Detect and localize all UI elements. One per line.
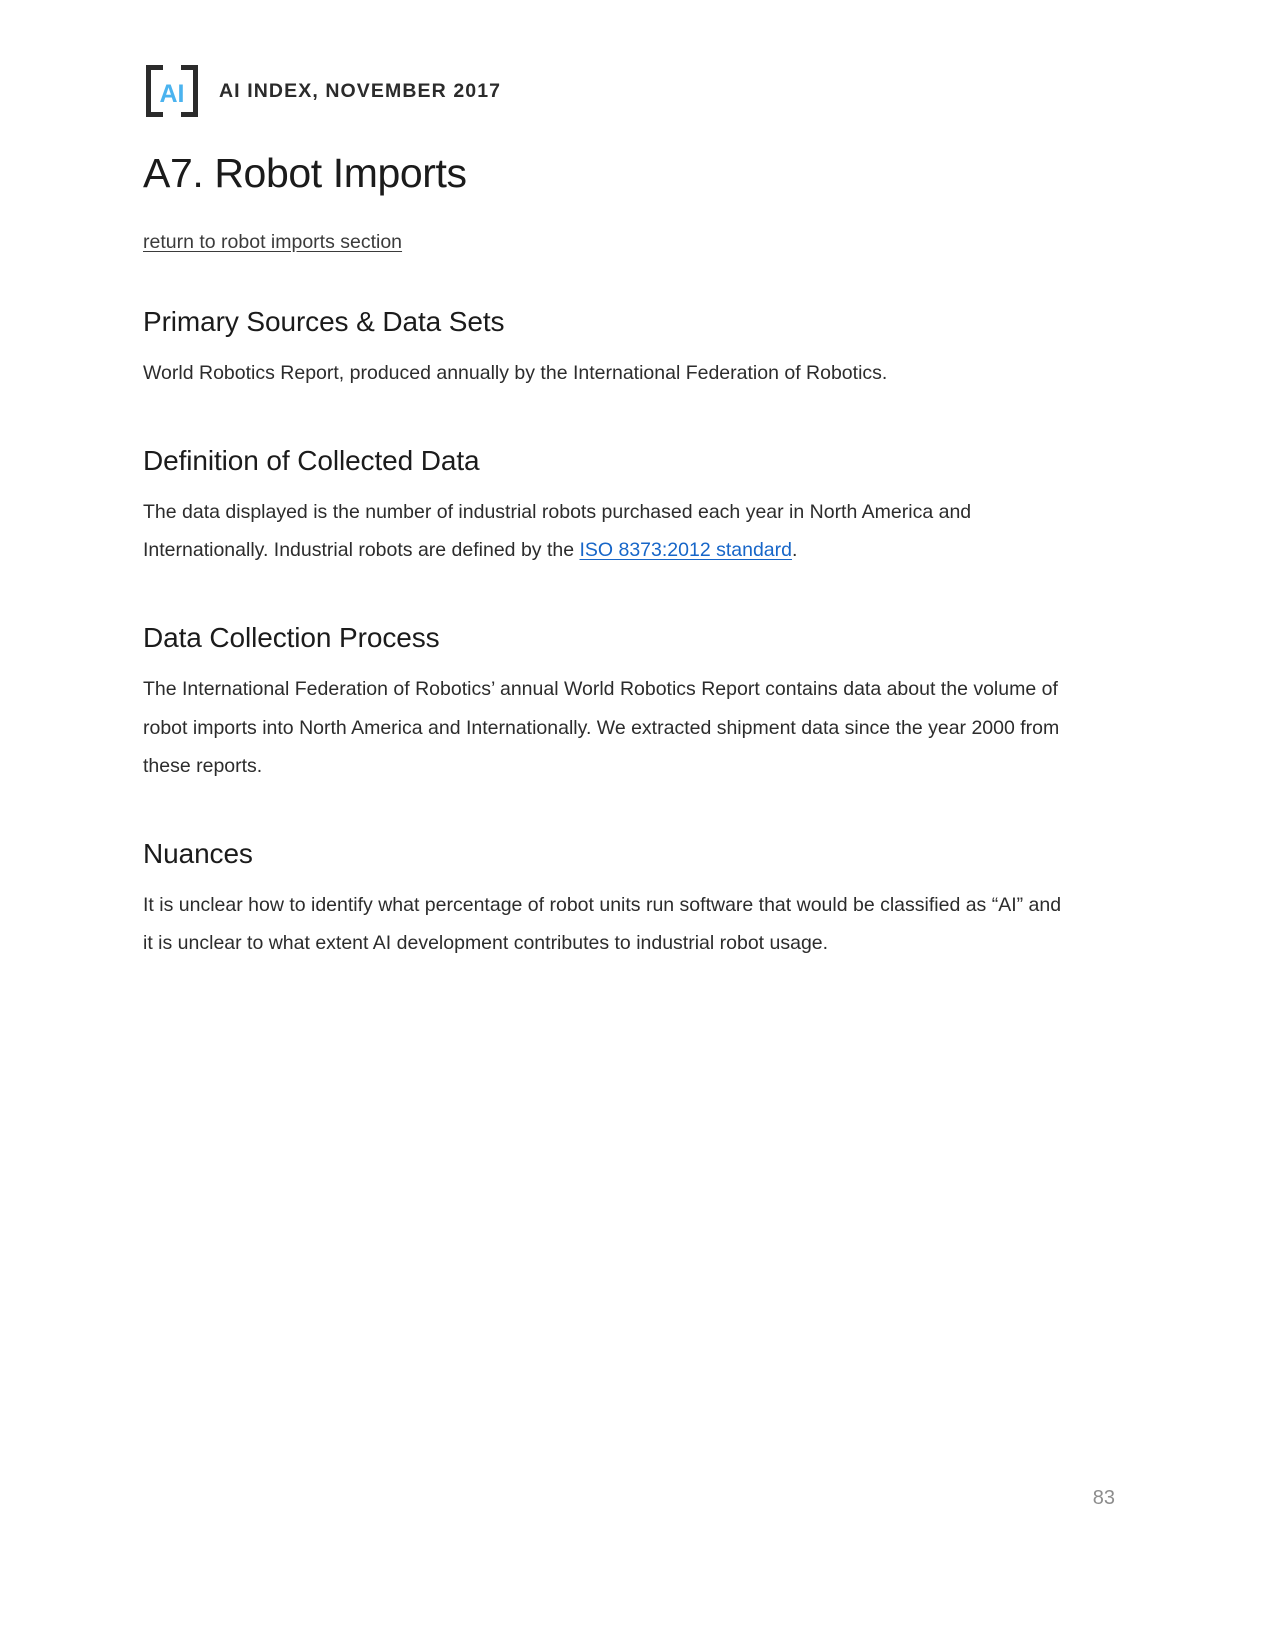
page-title: A7. Robot Imports (143, 150, 467, 196)
section-body-nuances: It is unclear how to identify what percentage of robot units run software that would be classified as “AI” and it is unclear to what extent AI development contributes to industrial robot usage. (143, 893, 1062, 955)
section-heading-definition: Definition of Collected Data (143, 444, 480, 476)
ai-index-logo-icon (143, 62, 201, 120)
section-heading-nuances: Nuances (143, 837, 253, 869)
section-heading-primary-sources: Primary Sources & Data Sets (143, 306, 505, 338)
definition-text-before: The data displayed is the number of industrial robots purchased each year in North America and Internationally. Industrial robots are defined by the (143, 500, 972, 562)
header-title: AI INDEX, NOVEMBER 2017 (219, 79, 502, 102)
section-body-primary-sources: World Robotics Report, produced annually by the International Federation of Robotics. (143, 362, 888, 385)
iso-standard-link[interactable]: ISO 8373:2012 standard (579, 539, 792, 562)
document-content (143, 140, 1073, 963)
section-heading-data-collection: Data Collection Process (143, 621, 440, 653)
page-number: 83 (1092, 1487, 1115, 1509)
section-body-definition (143, 493, 1073, 570)
svg-text:AI: AI (159, 80, 185, 108)
section-body-data-collection: The International Federation of Robotics’ annual World Robotics Report contains data about the volume of robot imports into North America and Internationally. We extracted shipment data since the year 2000 from these reports. (143, 677, 1060, 778)
return-to-section-link[interactable]: return to robot imports section (143, 231, 403, 254)
page-header (143, 62, 501, 120)
definition-text-after: . (791, 539, 798, 562)
